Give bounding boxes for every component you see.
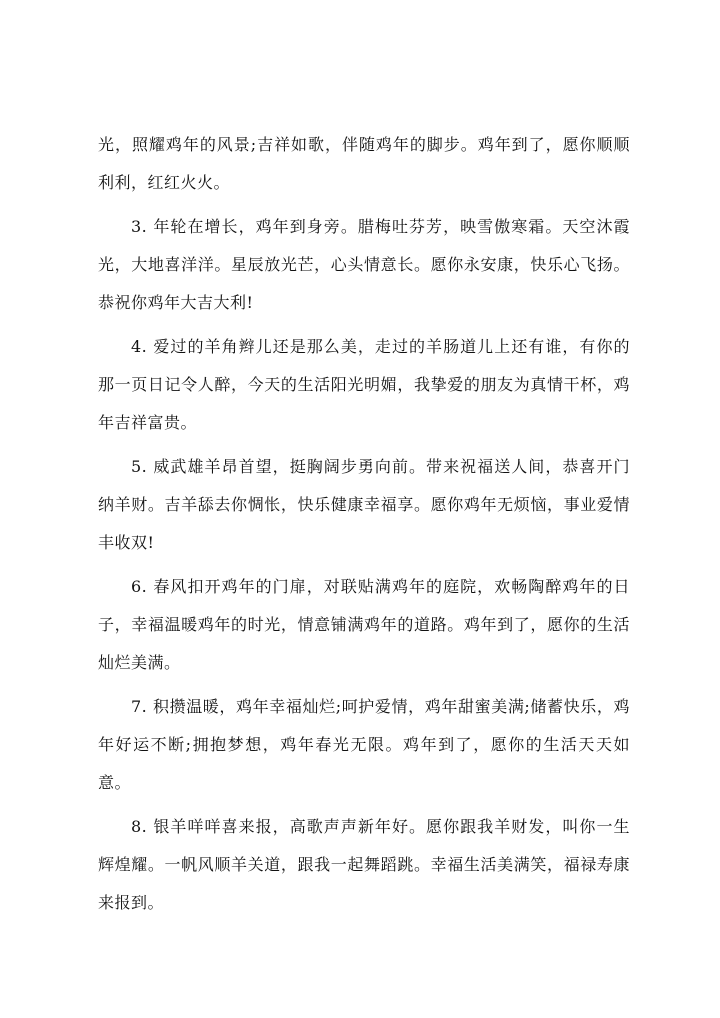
paragraph-item-7: 7. 积攒温暖，鸡年幸福灿烂;呵护爱情，鸡年甜蜜美满;储蓄快乐，鸡年好运不断;拥抱梦想，鸡年春光无限。鸡年到了，愿你的生活天天如意。 (98, 697, 630, 792)
paragraph-item-6: 6. 春风扣开鸡年的门扉，对联贴满鸡年的庭院，欢畅陶醉鸡年的日子，幸福温暖鸡年的时光，情意铺满鸡年的道路。鸡年到了，愿你的生活灿烂美满。 (98, 577, 630, 672)
paragraph-continuation: 光，照耀鸡年的风景;吉祥如歌，伴随鸡年的脚步。鸡年到了，愿你顺顺利利，红红火火。 (98, 135, 630, 192)
paragraph-item-8: 8. 银羊咩咩喜来报，高歌声声新年好。愿你跟我羊财发，叫你一生辉煌耀。一帆风顺羊关道，跟我一起舞蹈跳。幸福生活美满笑，福禄寿康来报到。 (98, 817, 630, 912)
paragraph-item-5: 5. 威武雄羊昂首望，挺胸阔步勇向前。带来祝福送人间，恭喜开门纳羊财。吉羊舔去你惆怅，快乐健康幸福享。愿你鸡年无烦恼，事业爱情丰收双! (98, 457, 630, 552)
paragraph-item-4: 4. 爱过的羊角辫儿还是那么美，走过的羊肠道儿上还有谁，有你的那一页日记令人醉，今天的生活阳光明媚，我挚爱的朋友为真情干杯，鸡年吉祥富贵。 (98, 337, 630, 432)
paragraph-item-3: 3. 年轮在增长，鸡年到身旁。腊梅吐芬芳，映雪傲寒霜。天空沐霞光，大地喜洋洋。星辰放光芒，心头情意长。愿你永安康，快乐心飞扬。恭祝你鸡年大吉大利! (98, 217, 630, 312)
document-body (98, 126, 630, 922)
